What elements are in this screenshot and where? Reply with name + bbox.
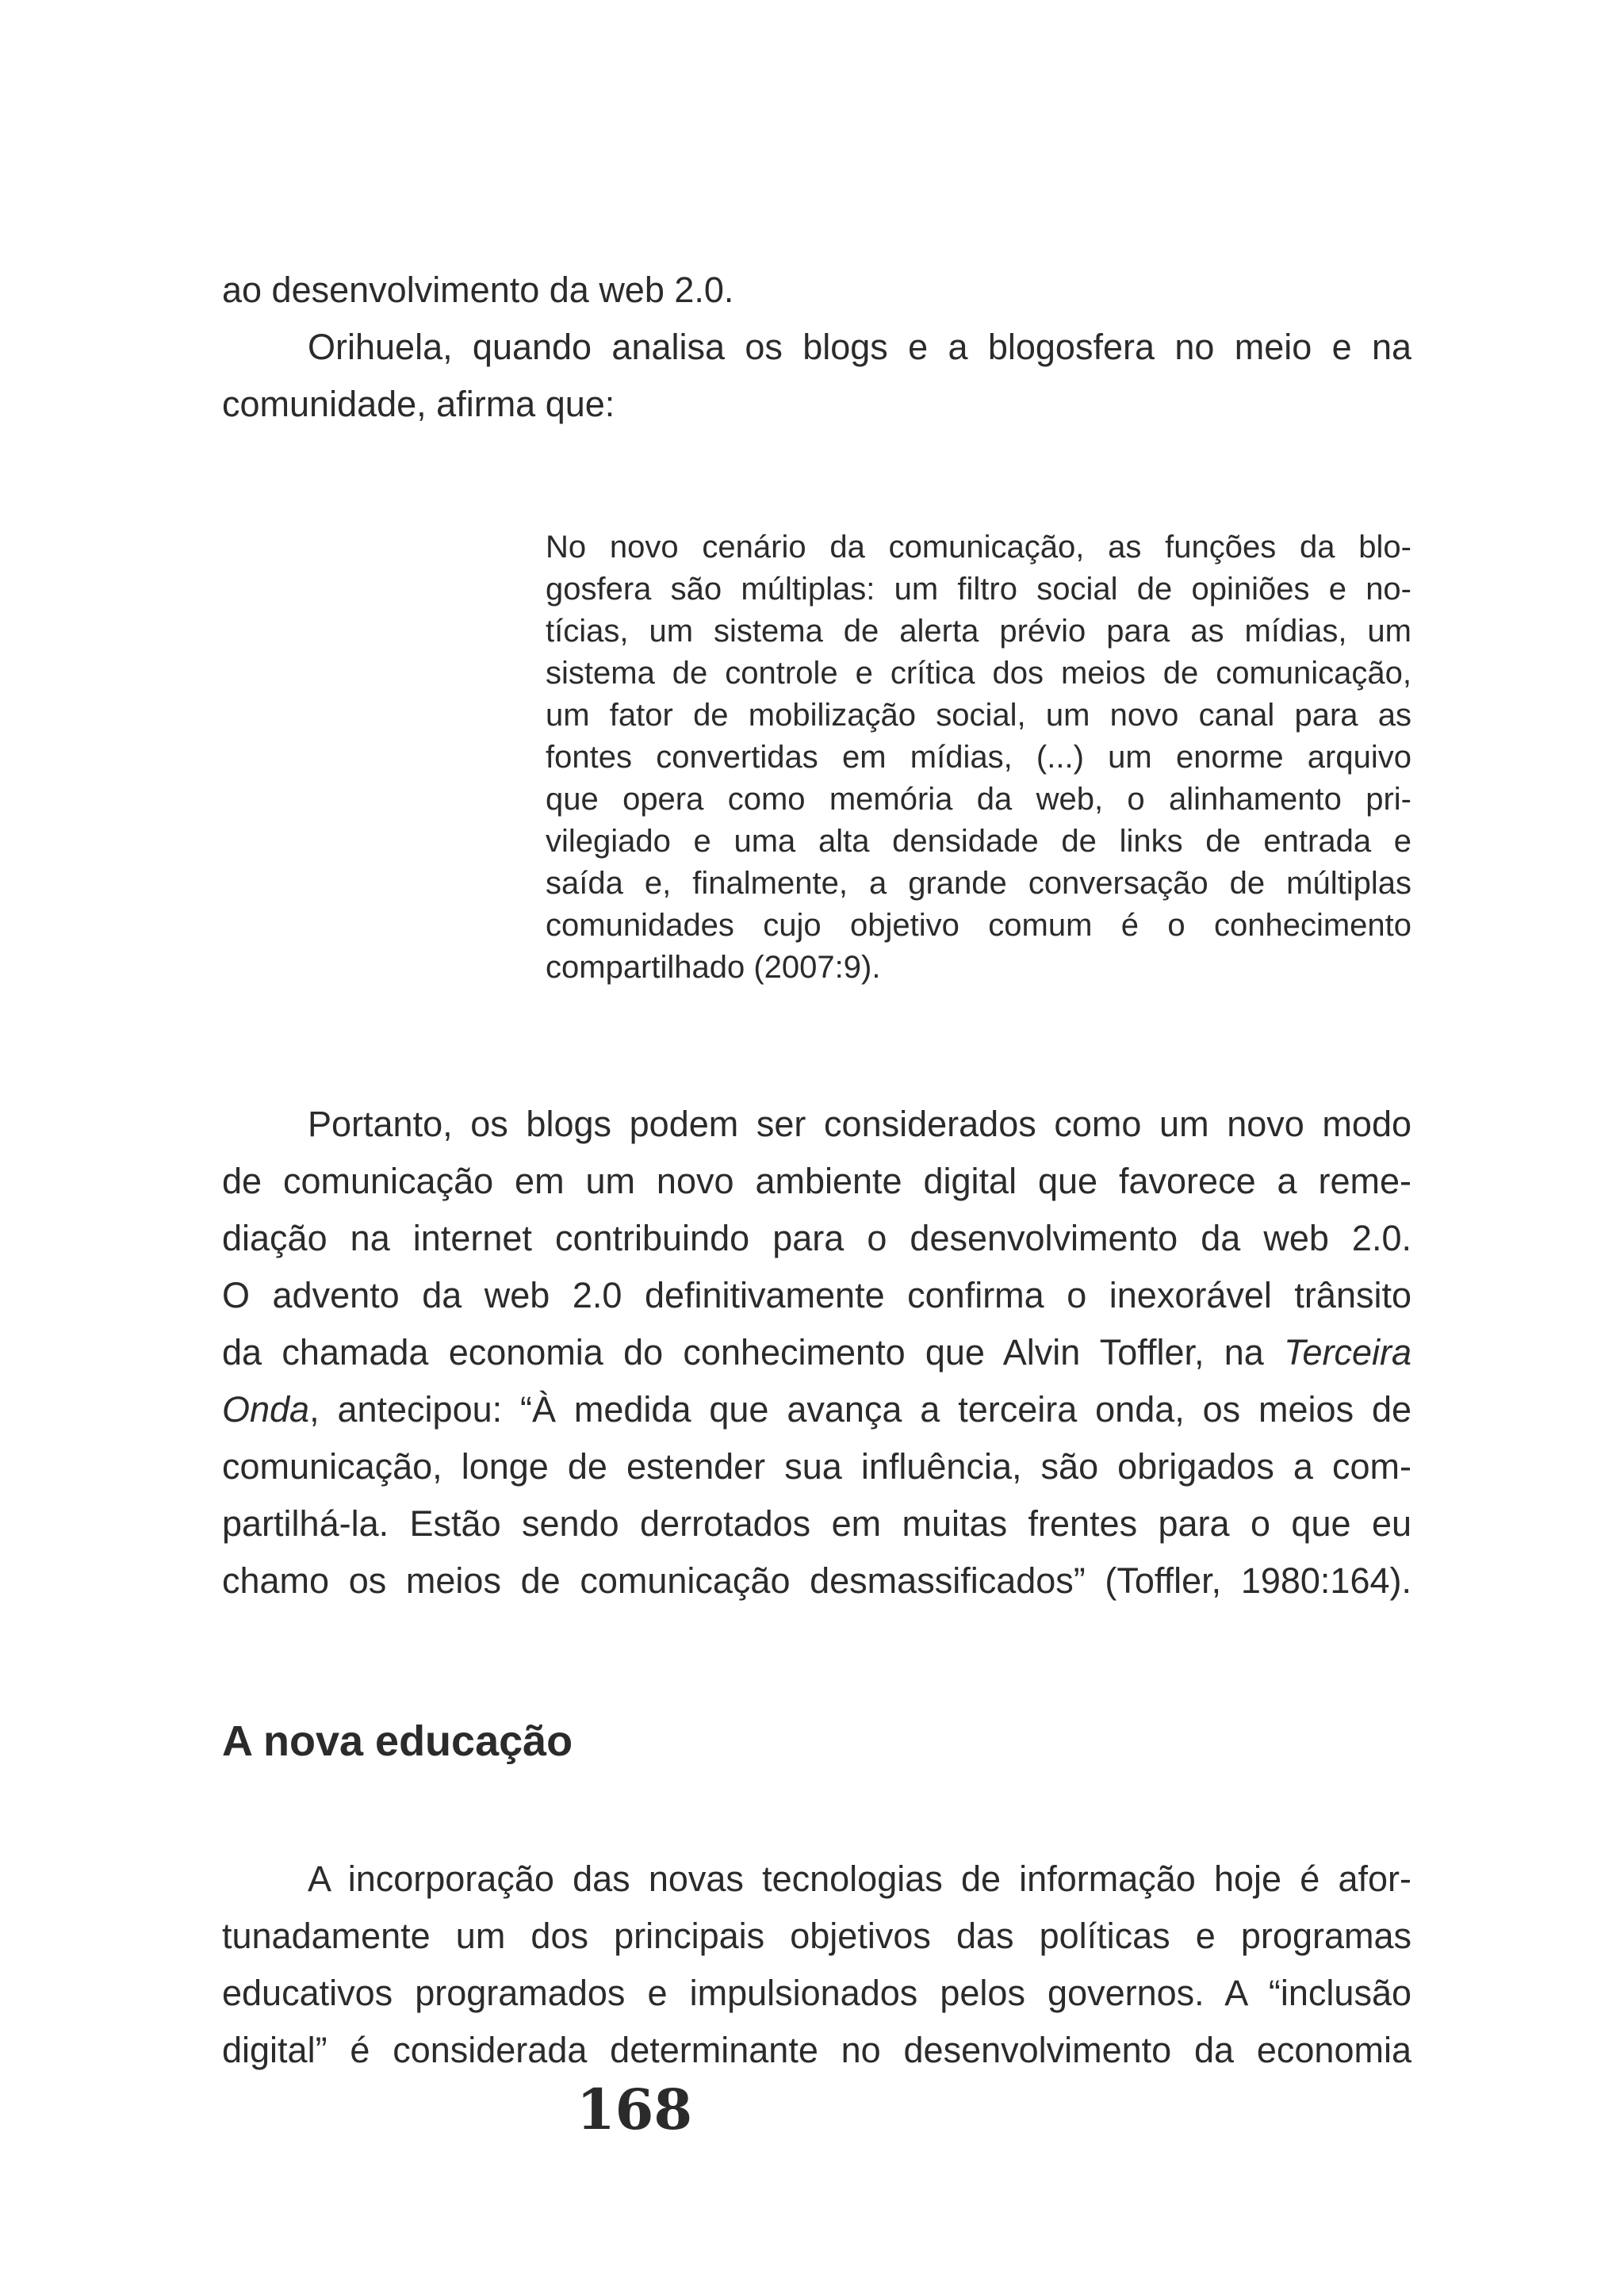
quote-line: No novo cenário da comunicação, as funções da blo- — [546, 530, 1411, 565]
paragraph-text: da chamada economia do conhecimento que Alvin Toffler, na — [222, 1332, 1285, 1372]
quote-line: que opera como memória da web, o alinhamento pri- — [546, 782, 1411, 817]
paragraph-line: de comunicação em um novo ambiente digital que favorece a reme- — [222, 1161, 1411, 1201]
paragraph-line — [222, 1324, 1411, 1381]
paragraph-line: digital” é considerada determinante no desenvolvimento da economia — [222, 2030, 1411, 2070]
intro-line-2: Orihuela, quando analisa os blogs e a blogosfera no meio e na — [308, 327, 1411, 367]
book-page — [222, 0, 1411, 2274]
paragraph-text: , antecipou: “À medida que avança a terceira onda, os meios de — [309, 1389, 1411, 1430]
book-title-italic: Terceira — [1284, 1332, 1411, 1372]
paragraph-line: tunadamente um dos principais objetivos das políticas e programas — [222, 1916, 1411, 1956]
paragraph-line: diação na internet contribuindo para o desenvolvimento da web 2.0. — [222, 1218, 1411, 1258]
paragraph-line: A incorporação das novas tecnologias de informação hoje é afor- — [308, 1859, 1411, 1899]
quote-line: tícias, um sistema de alerta prévio para as mídias, um — [546, 614, 1411, 649]
quote-line: um fator de mobilização social, um novo canal para as — [546, 698, 1411, 733]
paragraph-line: Portanto, os blogs podem ser considerados como um novo modo — [308, 1104, 1411, 1144]
quote-line: comunidades cujo objetivo comum é o conhecimento — [546, 908, 1411, 943]
quote-line: fontes convertidas em mídias, (...) um enorme arquivo — [546, 740, 1411, 775]
paragraph-line — [222, 1381, 1411, 1438]
intro-line-3: comunidade, afirma que: — [222, 384, 615, 424]
paragraph-line: chamo os meios de comunicação desmassificados” (Toffler, 1980:164). — [222, 1560, 1411, 1601]
quote-line: vilegiado e uma alta densidade de links de entrada e — [546, 824, 1411, 859]
book-title-italic: Onda — [222, 1389, 310, 1430]
section-heading: A nova educação — [222, 1717, 573, 1765]
quote-line: saída e, finalmente, a grande conversação de múltiplas — [546, 866, 1411, 901]
intro-line-1: ao desenvolvimento da web 2.0. — [222, 270, 734, 310]
quote-line: sistema de controle e crítica dos meios de comunicação, — [546, 656, 1411, 691]
paragraph-line: O advento da web 2.0 definitivamente confirma o inexorável trânsito — [222, 1275, 1411, 1315]
paragraph-line: comunicação, longe de estender sua influência, são obrigados a com- — [222, 1446, 1411, 1487]
quote-line: gosfera são múltiplas: um filtro social de opiniões e no- — [546, 572, 1411, 607]
paragraph-line: educativos programados e impulsionados pelos governos. A “inclusão — [222, 1973, 1411, 2013]
quote-line: compartilhado (2007:9). — [546, 950, 881, 985]
paragraph-line: partilhá-la. Estão sendo derrotados em muitas frentes para o que eu — [222, 1503, 1411, 1544]
page-number: 168 — [576, 2077, 693, 2142]
